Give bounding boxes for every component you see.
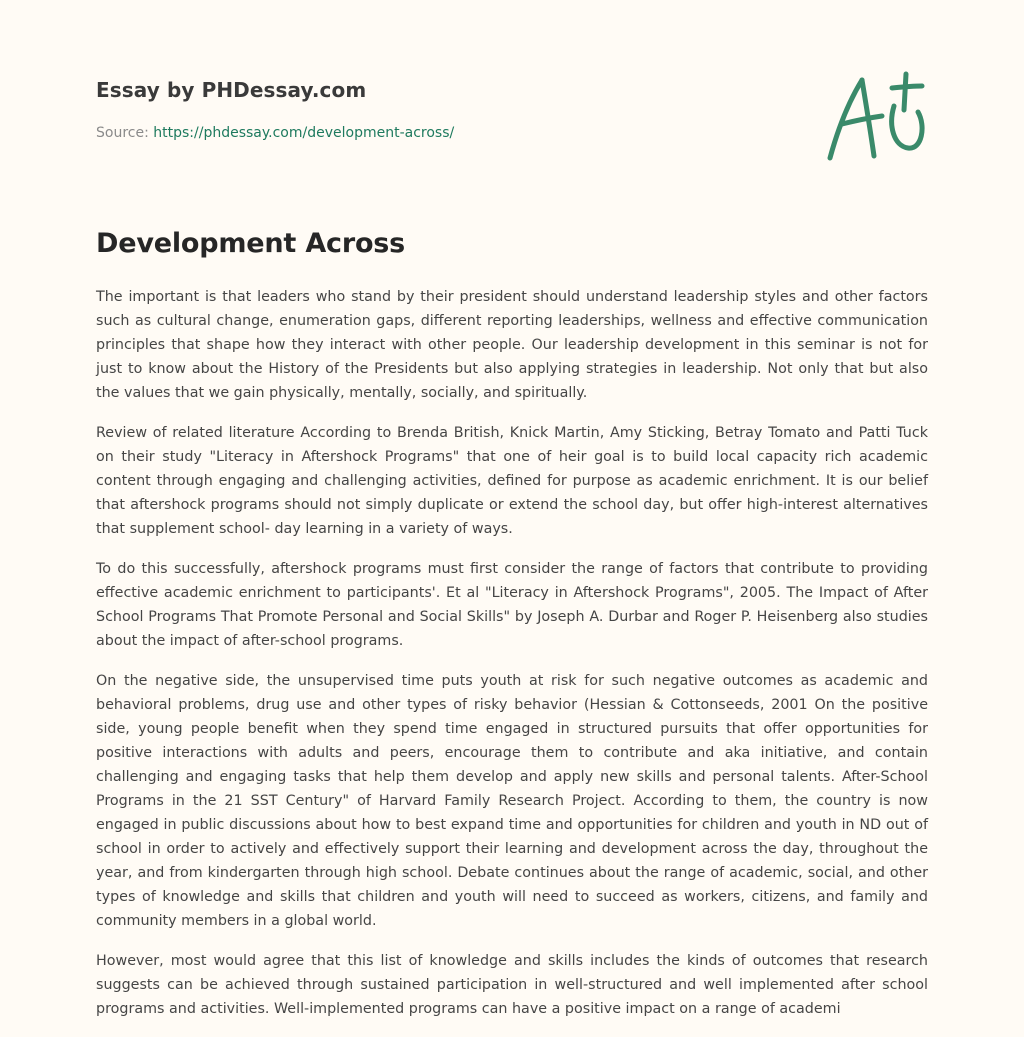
source-line bbox=[96, 123, 454, 143]
source-link[interactable]: https://phdessay.com/development-across/ bbox=[153, 125, 455, 141]
source-label: Source: bbox=[96, 125, 149, 141]
essay-paragraph: The important is that leaders who stand by their president should understand leadership styles and other factors such as cultural change, enumeration gaps, different reporting leaderships, wellness and effective communication principles that shape how they interact with other people. Our leadership development in this seminar is not for just to know about the History of the Presidents but also applying strategies in leadership. Not only that but also the values that we gain physically, mentally, socially, and spiritually. bbox=[96, 289, 928, 401]
essay-title: Development Across bbox=[96, 228, 406, 259]
brand-title: Essay by PHDessay.com bbox=[96, 78, 367, 102]
essay-paragraph: On the negative side, the unsupervised time puts youth at risk for such negative outcomes as academic and behavioral problems, drug use and other types of risky behavior (Hessian & Cottonseeds, 2001 On the positive side, young people benefit when they spend time engaged in structured pursuits that offer opportunities for positive interactions with adults and peers, encourage them to contribute and aka initiative, and contain challenging and engaging tasks that help them develop and apply new skills and personal talents. After-School Programs in the 21 SST Century" of Harvard Family Research Project. According to them, the country is now engaged in public discussions about how to best expand time and opportunities for children and youth in ND out of school in order to actively and effectively support their learning and development across the day, throughout the year, and from kindergarten through high school. Debate continues about the range of academic, social, and other types of knowledge and skills that children and youth will need to succeed as workers, citizens, and family and community members in a global world. bbox=[96, 673, 928, 929]
a-plus-logo-icon bbox=[822, 66, 932, 166]
essay-body bbox=[96, 285, 928, 1037]
essay-paragraph: To do this successfully, aftershock programs must first consider the range of factors that contribute to providing effective academic enrichment to participants'. Et al "Literacy in Aftershock Programs", 2005. The Impact of After School Programs That Promote Personal and Social Skills" by Joseph A. Durbar and Roger P. Heisenberg also studies about the impact of after-school programs. bbox=[96, 561, 928, 649]
page-header bbox=[96, 76, 928, 141]
essay-paragraph: However, most would agree that this list of knowledge and skills includes the kinds of outcomes that research suggests can be achieved through sustained participation in well-structured and well implemented after school programs and activities. Well-implemented programs can have a positive impact on a range of academi bbox=[96, 953, 928, 1017]
essay-paragraph: Review of related literature According to Brenda British, Knick Martin, Amy Sticking, Betray Tomato and Patti Tuck on their study "Literacy in Aftershock Programs" that one of heir goal is to build local capacity rich academic content through engaging and challenging activities, defined for purpose as academic enrichment. It is our belief that aftershock programs should not simply duplicate or extend the school day, but offer high-interest alternatives that supplement school- day learning in a variety of ways. bbox=[96, 425, 928, 537]
